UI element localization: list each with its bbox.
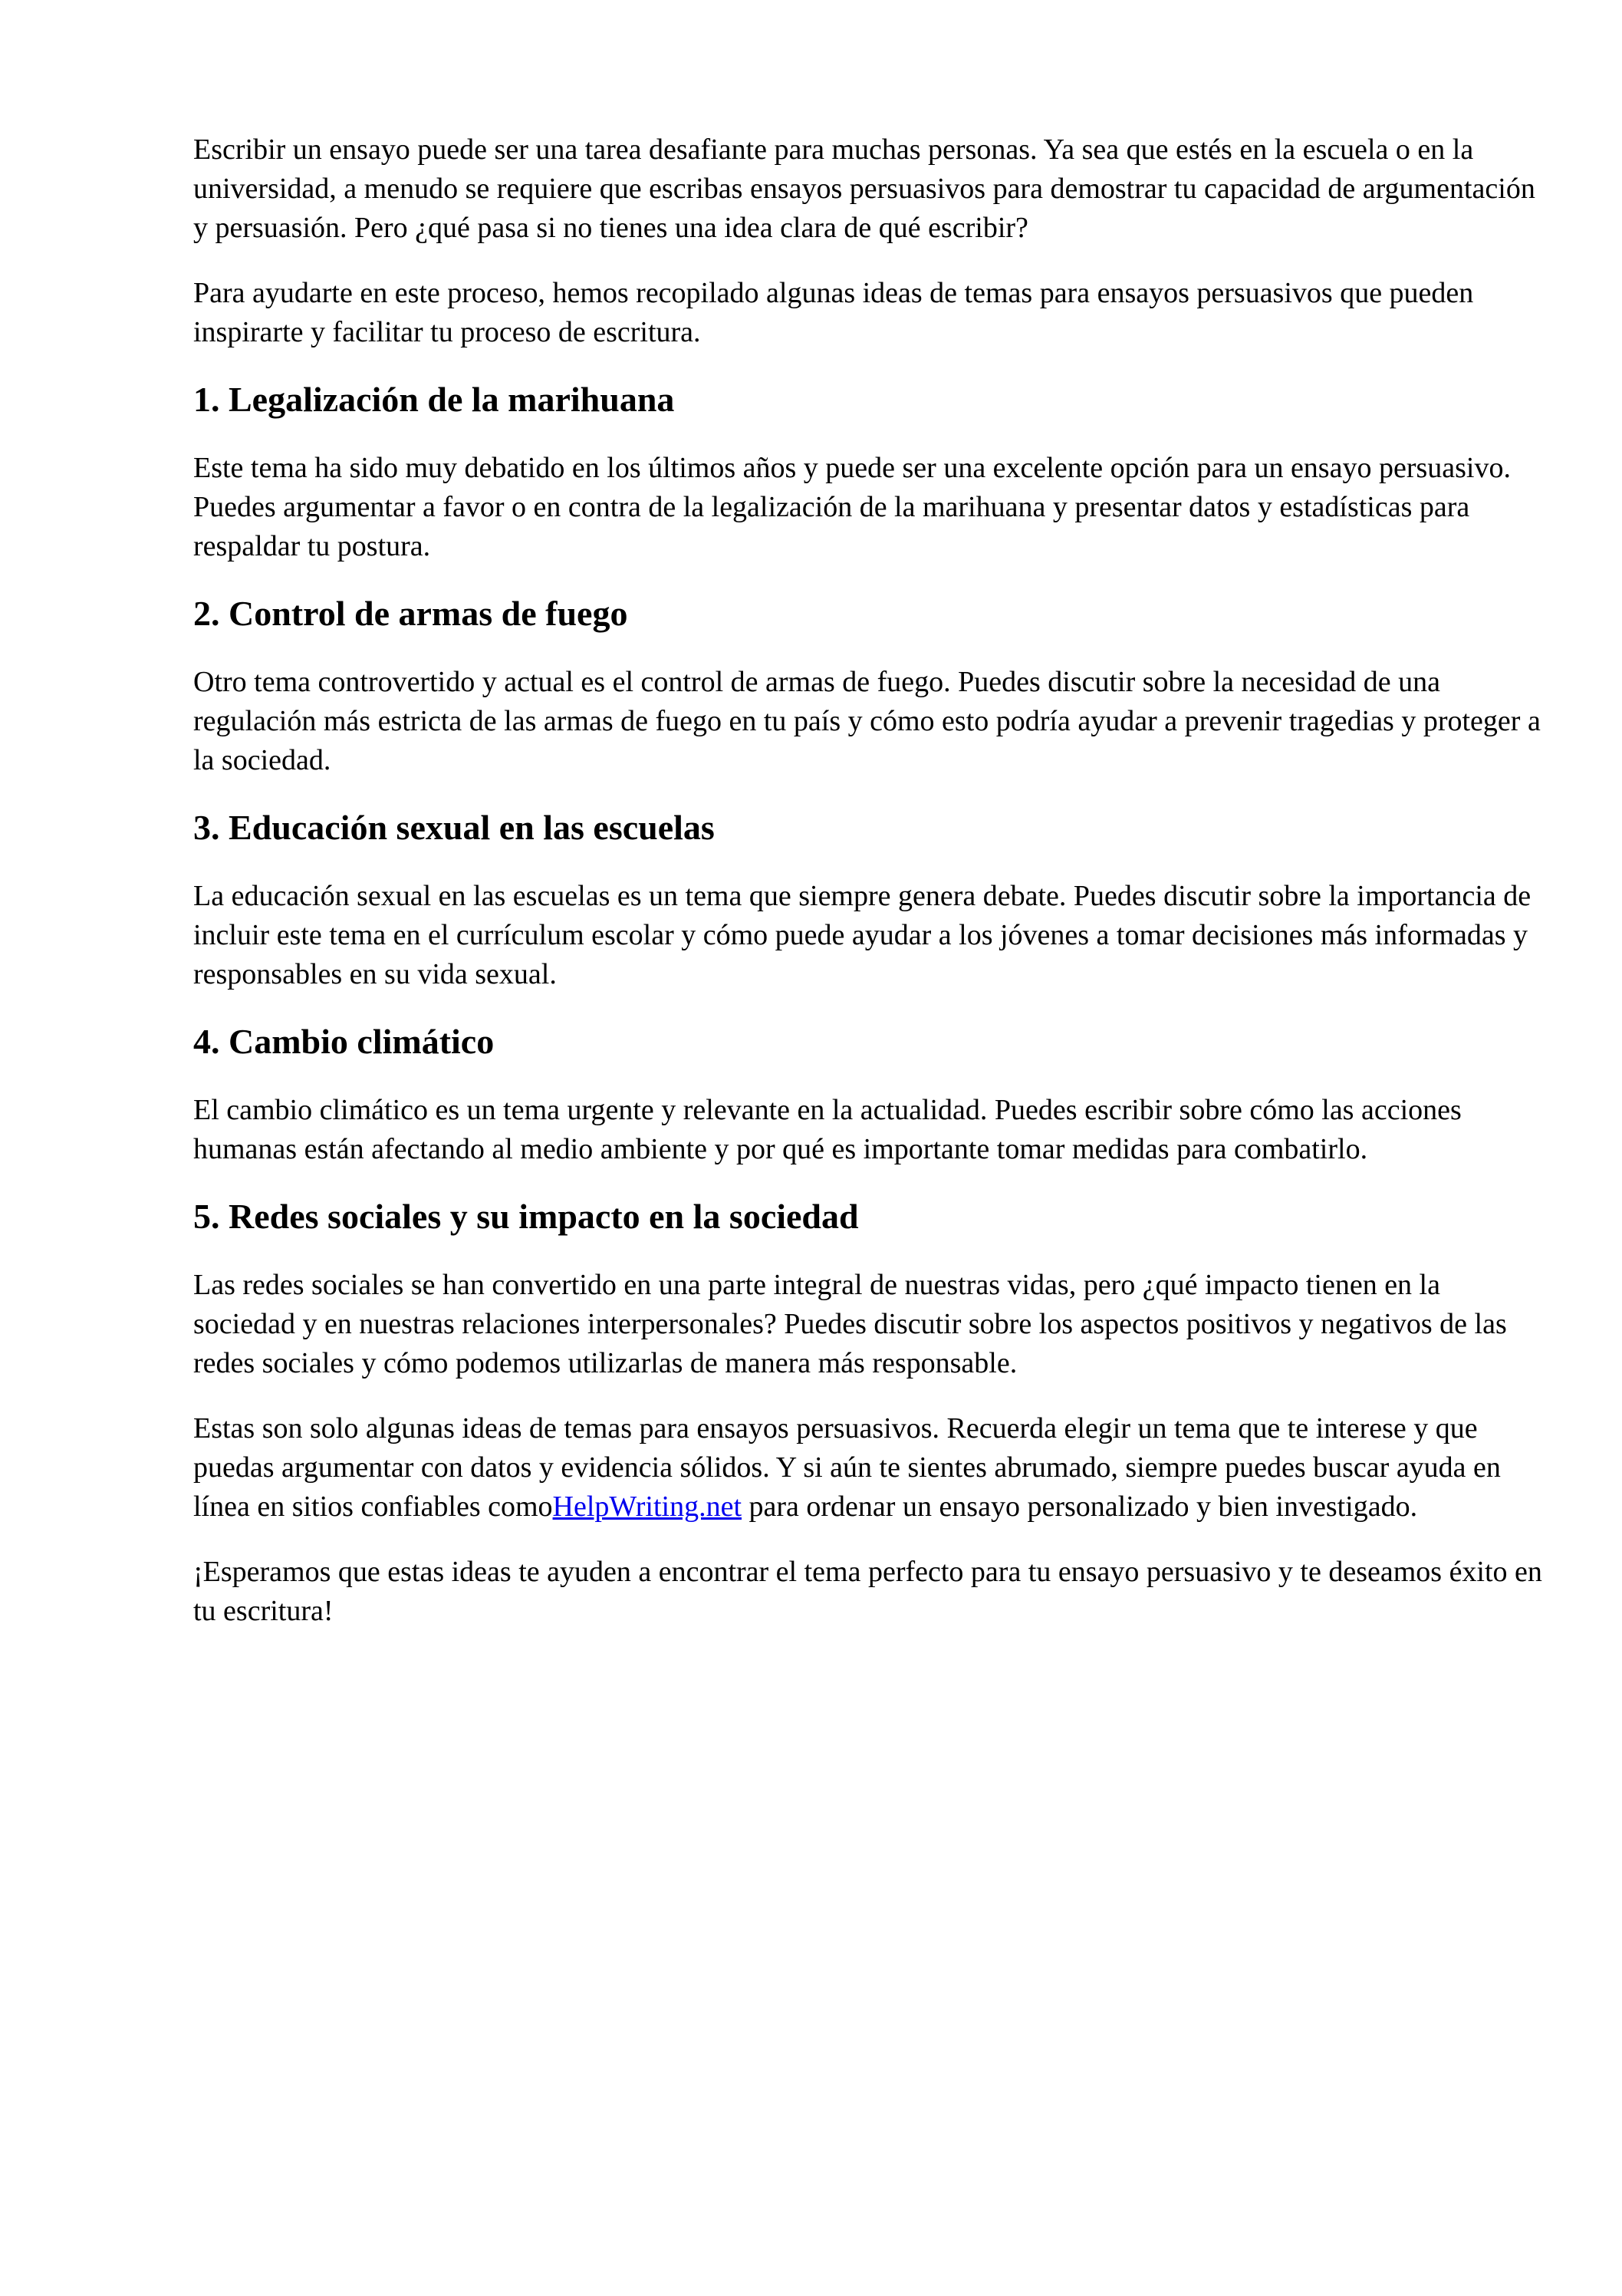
- closing-text-before-link: Estas son solo algunas ideas de temas para ensayos persuasivos. Recuerda elegir un tema que te interese y que puedas argumentar con datos y evidencia sólidos. Y si aún te sientes abrumado, siempre puedes buscar ayuda en línea en sitios confiables como: [193, 1412, 1501, 1523]
- section-text-4: El cambio climático es un tema urgente y relevante en la actualidad. Puedes escribir sobre cómo las acciones humanas están afectando al medio ambiente y por qué es importante tomar medidas para combatirlo.: [193, 1094, 1462, 1165]
- closing-paragraph-1: [193, 1409, 1543, 1527]
- section-heading-3: 3. Educación sexual en las escuelas: [193, 808, 715, 847]
- helpwriting-link[interactable]: HelpWriting.net: [552, 1491, 742, 1523]
- section-text-5: Las redes sociales se han convertido en una parte integral de nuestras vidas, pero ¿qué impacto tienen en la sociedad y en nuestras relaciones interpersonales? Puedes discutir sobre los aspectos positivos y negativos de las redes sociales y cómo podemos utilizarlas de manera más responsable.: [193, 1269, 1507, 1379]
- intro-paragraph-2: Para ayudarte en este proceso, hemos recopilado algunas ideas de temas para ensayos persuasivos que pueden inspirarte y facilitar tu proceso de escritura.: [193, 277, 1474, 348]
- section-text-2: Otro tema controvertido y actual es el control de armas de fuego. Puedes discutir sobre la necesidad de una regulación más estricta de las armas de fuego en tu país y cómo esto podría ayudar a prevenir tragedias y proteger a la sociedad.: [193, 666, 1541, 776]
- closing-paragraph-2: ¡Esperamos que estas ideas te ayuden a encontrar el tema perfecto para tu ensayo persuasivo y te deseamos éxito en tu escritura!: [193, 1556, 1542, 1627]
- section-text-1: Este tema ha sido muy debatido en los últimos años y puede ser una excelente opción para un ensayo persuasivo. Puedes argumentar a favor o en contra de la legalización de la marihuana y presentar datos y estadísticas para respaldar tu postura.: [193, 452, 1511, 562]
- section-text-3: La educación sexual en las escuelas es un tema que siempre genera debate. Puedes discutir sobre la importancia de incluir este tema en el currículum escolar y cómo puede ayudar a los jóvenes a tomar decisiones más informadas y responsables en su vida sexual.: [193, 880, 1532, 990]
- document-body: [193, 130, 1543, 1657]
- section-heading-4: 4. Cambio climático: [193, 1022, 495, 1061]
- intro-paragraph-1: Escribir un ensayo puede ser una tarea desafiante para muchas personas. Ya sea que estés en la escuela o en la universidad, a menudo se requiere que escribas ensayos persuasivos para demostrar tu capacidad de argumentación y persuasión. Pero ¿qué pasa si no tienes una idea clara de qué escribir?: [193, 133, 1535, 244]
- section-heading-1: 1. Legalización de la marihuana: [193, 380, 675, 419]
- section-heading-5: 5. Redes sociales y su impacto en la sociedad: [193, 1197, 859, 1236]
- closing-text-after-link: para ordenar un ensayo personalizado y bien investigado.: [742, 1491, 1418, 1523]
- section-heading-2: 2. Control de armas de fuego: [193, 594, 628, 633]
